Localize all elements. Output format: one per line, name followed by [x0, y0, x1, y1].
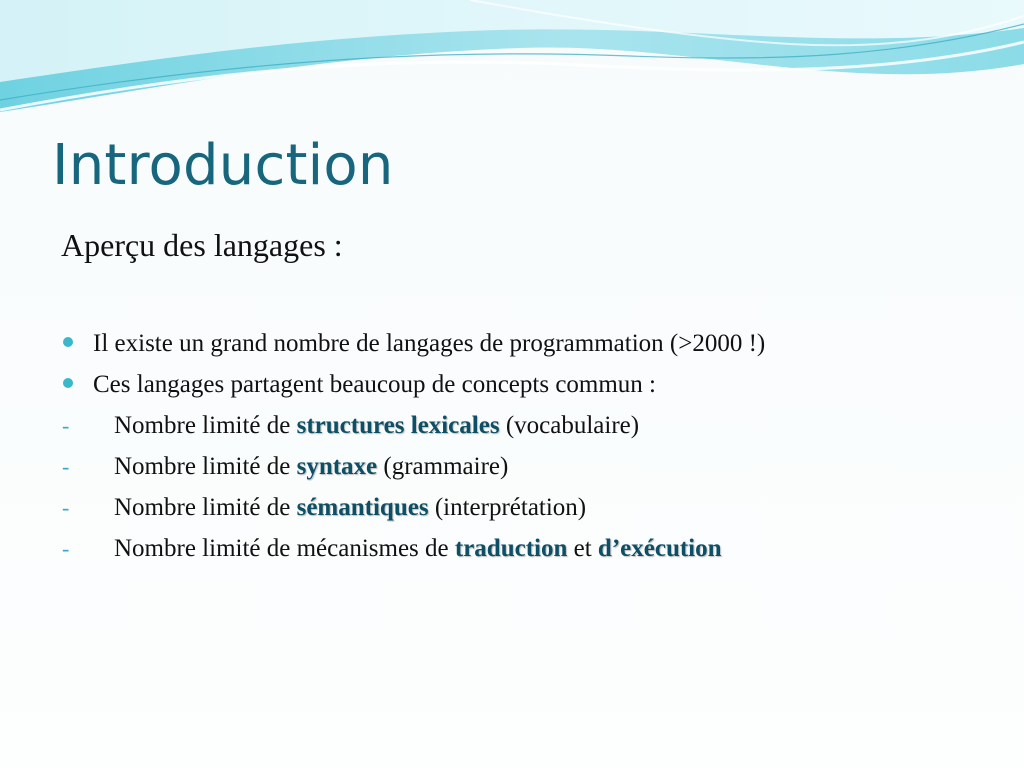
dash-item	[60, 490, 1000, 531]
dash-bullet-icon: -	[62, 536, 70, 561]
dash-suffix: (grammaire)	[377, 453, 509, 480]
dash-middle: et	[567, 535, 598, 562]
dash-bullet-icon: -	[62, 495, 70, 520]
dash-prefix: Nombre limité de	[114, 453, 297, 480]
circle-bullet-icon	[63, 378, 73, 388]
header-wave-decoration	[0, 0, 1024, 130]
dash-prefix: Nombre limité de	[114, 412, 297, 439]
bullet-list	[60, 326, 1000, 572]
emphasis-text: syntaxe	[296, 453, 378, 480]
dash-prefix: Nombre limité de mécanismes de	[114, 535, 455, 562]
emphasis-text: sémantiques	[296, 494, 429, 521]
emphasis-text: traduction	[454, 535, 568, 562]
dash-bullet-icon: -	[62, 413, 70, 438]
dash-item	[60, 449, 1000, 490]
bullet-text: Ces langages partagent beaucoup de concepts commun :	[93, 371, 657, 398]
dash-item	[60, 408, 1000, 449]
dash-text	[114, 408, 639, 444]
dash-text	[114, 531, 722, 567]
dash-prefix: Nombre limité de	[114, 494, 297, 521]
bullet-item	[60, 367, 1000, 408]
dash-text	[114, 490, 586, 526]
dash-text	[114, 449, 508, 485]
dash-suffix: (vocabulaire)	[499, 412, 640, 439]
dash-bullet-icon: -	[62, 454, 70, 479]
dash-item	[60, 531, 1000, 572]
emphasis-text: structures lexicales	[296, 412, 500, 439]
bullet-text: Il existe un grand nombre de langages de programmation (>2000 !)	[93, 330, 766, 357]
slide-subtitle: Aperçu des langages :	[61, 227, 343, 263]
slide-title: Introduction	[52, 133, 394, 198]
dash-suffix: (interprétation)	[428, 494, 587, 521]
circle-bullet-icon	[63, 337, 73, 347]
emphasis-text: d’exécution	[597, 535, 722, 562]
bullet-item	[60, 326, 1000, 367]
